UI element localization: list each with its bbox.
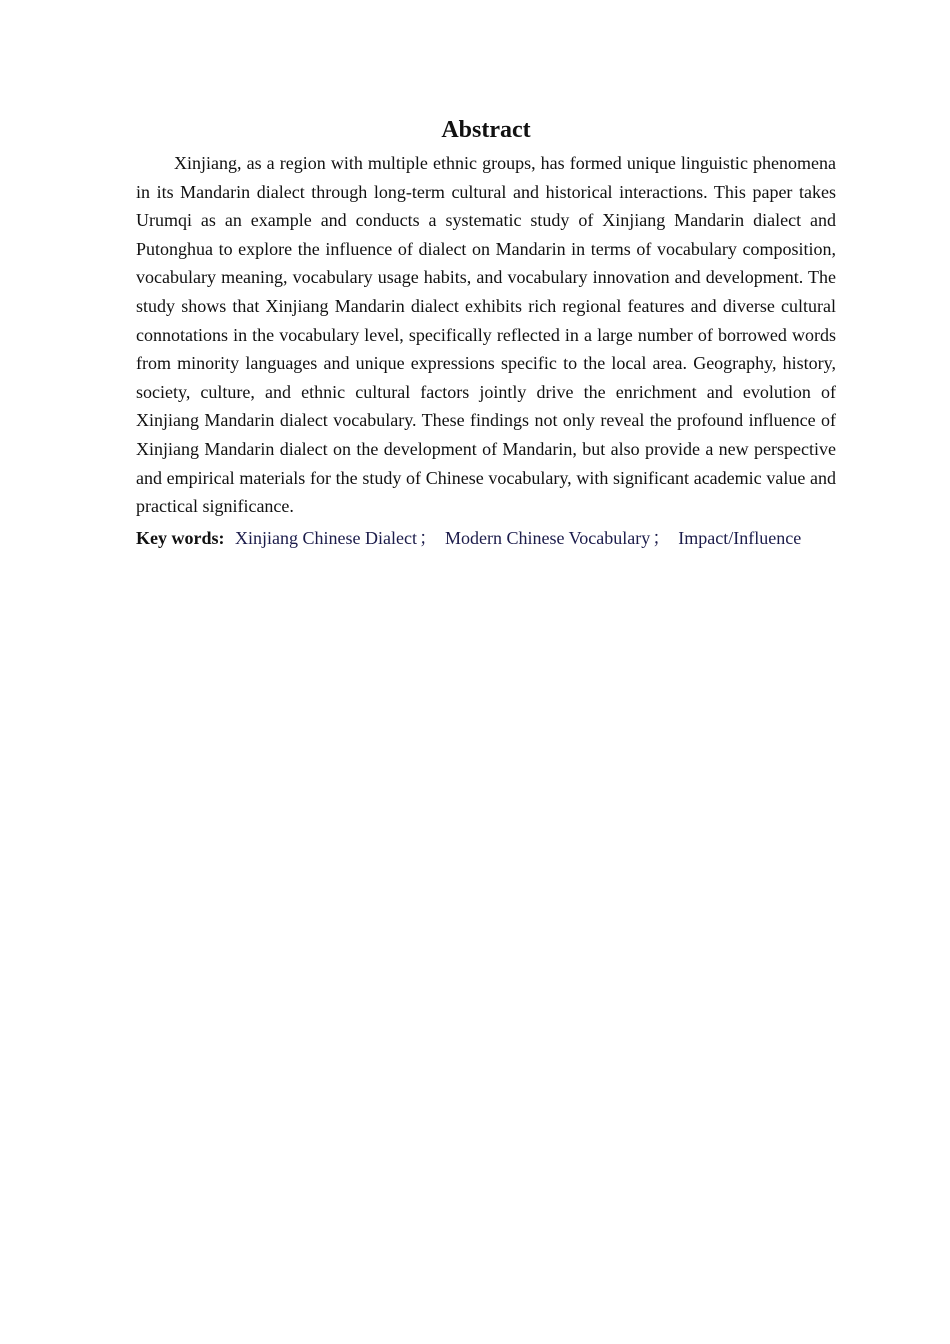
keywords-label: Key words: [136, 527, 225, 548]
abstract-body: Xinjiang, as a region with multiple ethnic groups, has formed unique linguistic phenomena in its Mandarin dialect through long-term cultural and historical interactions. This paper takes Urumqi as an example and conducts a systematic study of Xinjiang Mandarin dialect and Putonghua to explore the influence of dialect on Mandarin in terms of vocabulary composition, vocabulary meaning, vocabulary usage habits, and vocabulary innovation and development. The study shows that Xinjiang Mandarin dialect exhibits rich regional features and diverse cultural connotations in the vocabulary level, specifically reflected in a large number of borrowed words from minority languages and unique expressions specific to the local area. Geography, history, society, culture, and ethnic cultural factors jointly drive the enrichment and evolution of Xinjiang Mandarin dialect vocabulary. These findings not only reveal the profound influence of Xinjiang Mandarin dialect on the development of Mandarin, but also provide a new perspective and empirical materials for the study of Chinese vocabulary, with significant academic value and practical significance. [136, 153, 836, 517]
keyword-term: Modern Chinese Vocabulary [444, 527, 651, 548]
keyword-term: Xinjiang Chinese Dialect [235, 527, 417, 548]
keyword-separator: ； [652, 527, 671, 548]
keyword-separator: ； [418, 527, 437, 548]
keyword-term: Impact/Influence [678, 527, 802, 548]
keywords-line [136, 523, 836, 553]
abstract-section [136, 113, 836, 553]
abstract-title: Abstract [441, 117, 531, 143]
